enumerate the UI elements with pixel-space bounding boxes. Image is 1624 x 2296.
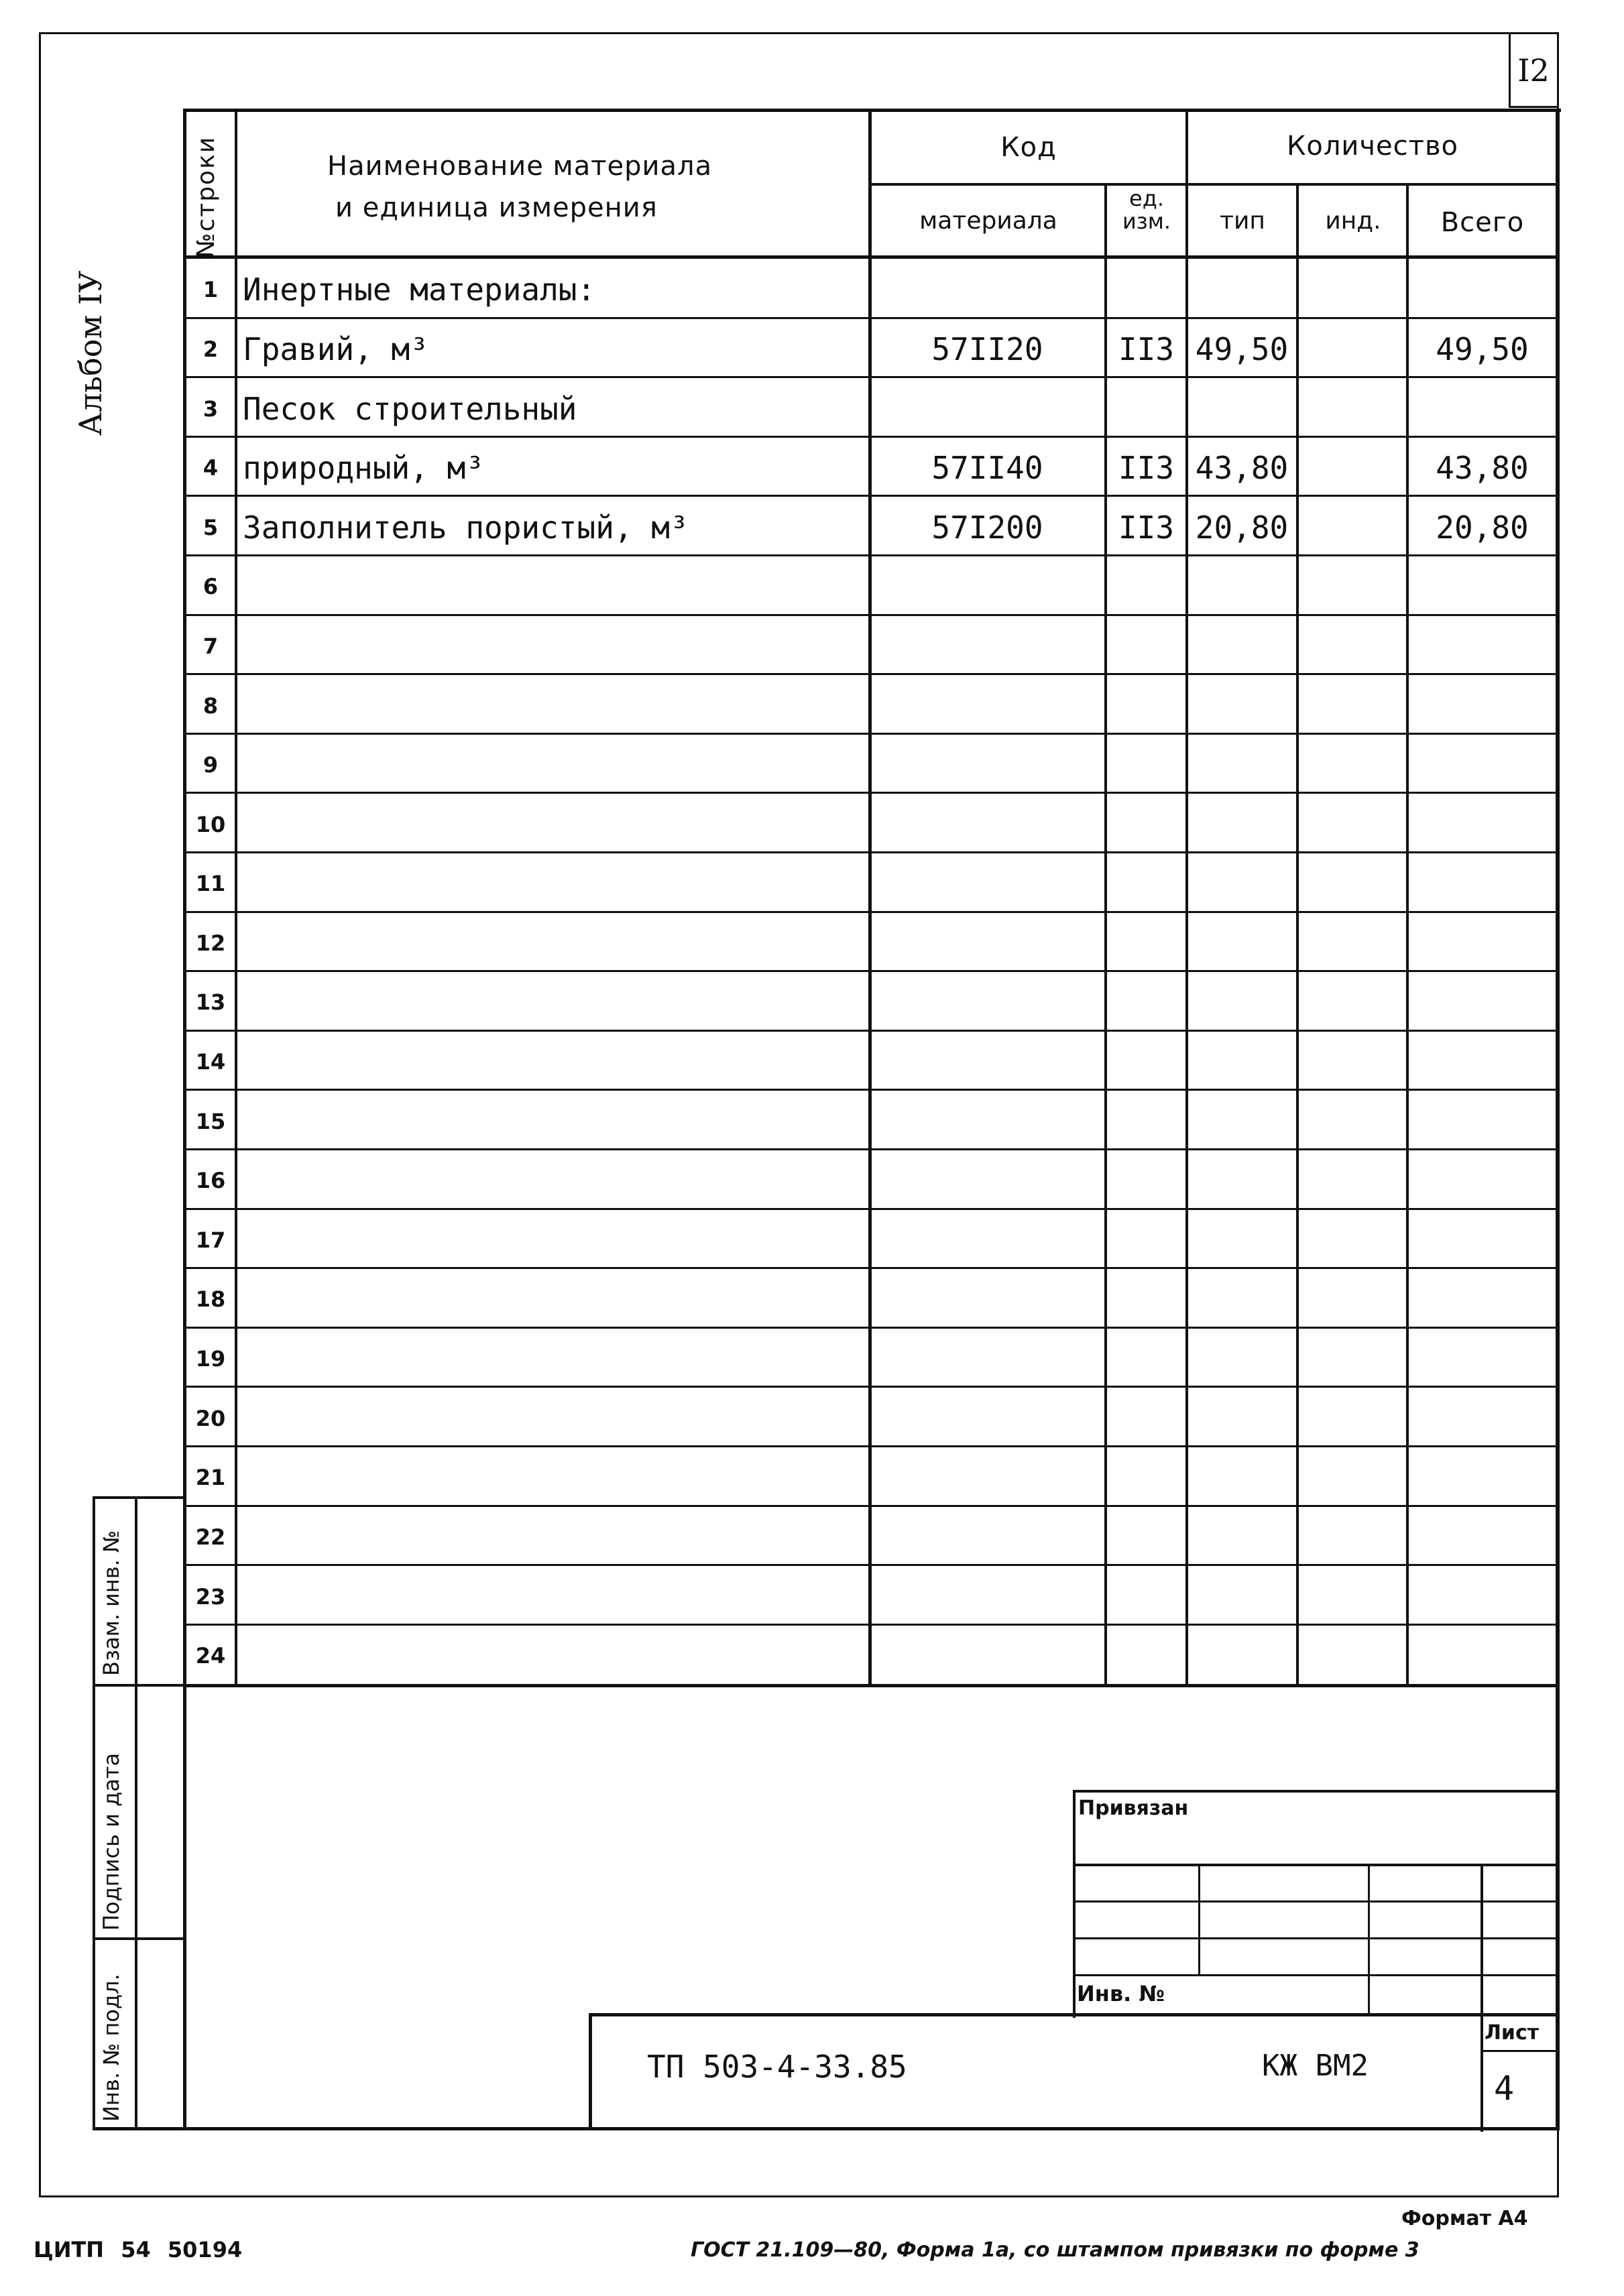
row-divider	[186, 851, 1557, 853]
row-divider	[186, 970, 1557, 972]
cell-unit: II3	[1118, 450, 1175, 486]
cell-no: 20	[195, 1406, 226, 1431]
row-divider	[186, 376, 1557, 378]
frame-left	[39, 32, 41, 2197]
header-qty-ind: инд.	[1325, 207, 1381, 235]
cell-name: Гравий, м³	[243, 331, 428, 367]
cell-no: 24	[195, 1643, 226, 1669]
cell-type: 49,50	[1195, 331, 1289, 367]
cell-no: 5	[202, 515, 219, 540]
cell-no: 17	[195, 1227, 226, 1253]
sheet-label: I2	[1517, 52, 1550, 88]
cell-no: 6	[202, 574, 219, 599]
cell-no: 7	[202, 633, 219, 659]
cell-code: 57I200	[931, 509, 1043, 546]
row-divider	[186, 317, 1557, 319]
cell-no: 15	[195, 1109, 226, 1134]
stamp-doc-code: ТП 503-4-33.85	[647, 2049, 907, 2085]
cell-no: 1	[202, 277, 219, 302]
cell-no: 18	[195, 1286, 226, 1312]
footer-gost: ГОСТ 21.109—80, Форма 1а, со штампом привязки по форме 3	[691, 2238, 1419, 2262]
row-divider	[186, 1445, 1557, 1447]
row-divider	[186, 911, 1557, 913]
row-divider	[186, 1505, 1557, 1507]
row-divider	[186, 614, 1557, 616]
row-divider	[186, 1564, 1557, 1566]
header-code: Код	[1000, 132, 1057, 163]
stamp-mark: КЖ ВМ2	[1262, 2049, 1369, 2083]
row-divider	[186, 1267, 1557, 1269]
cell-no: 3	[202, 396, 219, 422]
cell-no: 14	[195, 1049, 226, 1075]
header-unit: ед. изм.	[1122, 186, 1171, 234]
footer-format: Формат А4	[1401, 2207, 1528, 2230]
cell-total: 20,80	[1436, 509, 1529, 546]
header-qty-type: тип	[1220, 207, 1265, 235]
cell-no: 21	[195, 1465, 226, 1490]
stamp-inv-no: Инв. №	[1077, 1981, 1165, 2006]
frame-top	[39, 32, 1557, 34]
cell-type: 20,80	[1195, 509, 1289, 546]
cell-no: 19	[195, 1346, 226, 1372]
cell-total: 49,50	[1436, 331, 1529, 367]
stamp-privyazan: Привязан	[1078, 1797, 1189, 1820]
side-label-inv-podl: Инв. № подл.	[99, 1974, 124, 2122]
side-label-podpis-data: Подпись и дата	[99, 1752, 124, 1931]
stamp-sheet-title: Лист	[1485, 2021, 1540, 2045]
row-divider	[186, 733, 1557, 735]
side-label-vzam-inv: Взам. инв. №	[99, 1530, 124, 1676]
cell-unit: II3	[1118, 331, 1175, 367]
header-row-no: №строки	[192, 135, 220, 258]
cell-no: 13	[195, 989, 226, 1015]
header-quantity: Количество	[1286, 131, 1458, 162]
cell-name: Инертные материалы:	[243, 271, 596, 308]
cell-no: 9	[202, 752, 219, 778]
cell-no: 8	[202, 693, 219, 719]
cell-name: Заполнитель пористый, м³	[243, 509, 689, 546]
cell-name: Песок строительный	[243, 391, 577, 427]
cell-no: 11	[195, 871, 226, 896]
cell-no: 12	[195, 930, 226, 956]
header-qty-total: Всего	[1440, 207, 1525, 238]
footer-org: ЦИТП 54 50194	[34, 2237, 243, 2262]
row-divider	[186, 792, 1557, 794]
frame-bottom	[39, 2195, 1559, 2197]
stamp-sheet-no: 4	[1494, 2069, 1515, 2108]
cell-name: природный, м³	[243, 450, 485, 486]
cell-unit: II3	[1118, 509, 1175, 546]
row-divider	[186, 436, 1557, 438]
cell-no: 16	[195, 1168, 226, 1193]
row-divider	[186, 1208, 1557, 1210]
header-code-material: материала	[919, 207, 1057, 235]
cell-total: 43,80	[1436, 450, 1529, 486]
cell-code: 57II20	[931, 331, 1043, 367]
row-divider	[186, 673, 1557, 675]
header-name-line2: и единица измерения	[335, 192, 658, 223]
cell-code: 57II40	[931, 450, 1043, 486]
row-divider	[186, 1030, 1557, 1032]
cell-no: 10	[195, 812, 226, 837]
cell-no: 23	[195, 1584, 226, 1610]
cell-no: 2	[202, 337, 219, 362]
cell-type: 43,80	[1195, 450, 1289, 486]
cell-no: 22	[195, 1524, 226, 1550]
row-divider	[186, 554, 1557, 556]
row-divider	[186, 1089, 1557, 1091]
album-label: Альбом IУ	[72, 270, 109, 436]
row-divider	[186, 1327, 1557, 1329]
header-name-line1: Наименование материала	[327, 151, 713, 182]
row-divider	[186, 495, 1557, 497]
row-divider	[186, 1148, 1557, 1150]
cell-no: 4	[202, 455, 219, 481]
row-divider	[186, 1386, 1557, 1388]
row-divider	[186, 1624, 1557, 1626]
